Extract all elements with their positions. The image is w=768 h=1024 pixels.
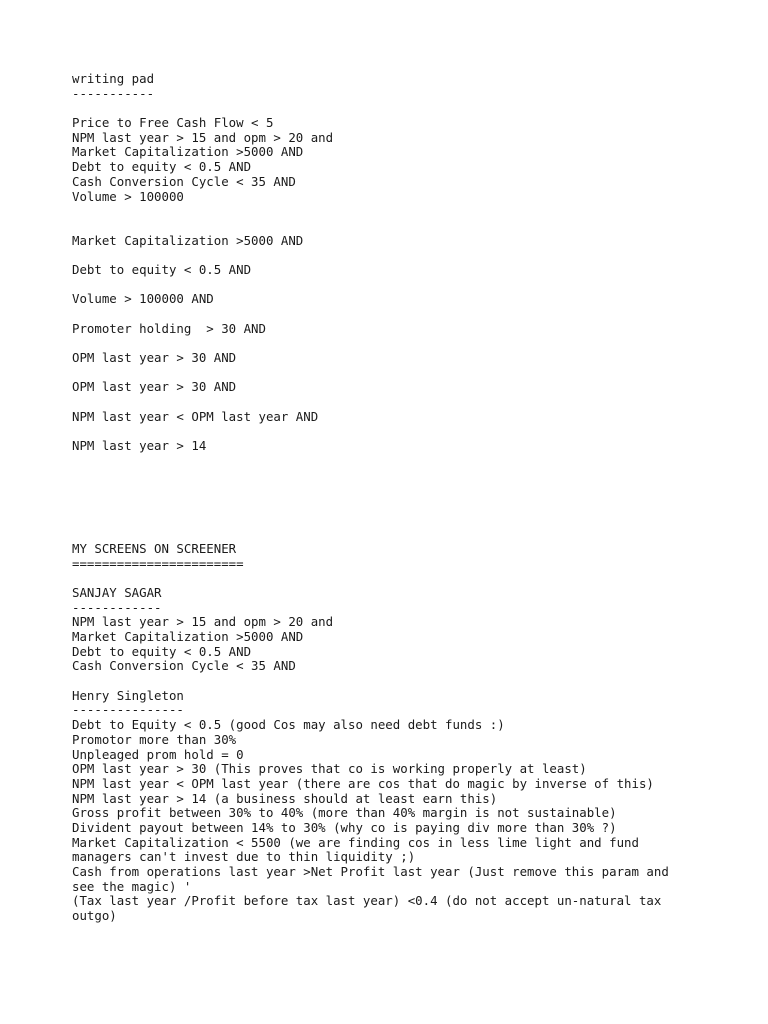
text-line: Gross profit between 30% to 40% (more than 40% margin is not sustainable) (72, 805, 617, 821)
text-line: Debt to equity < 0.5 AND (72, 159, 252, 175)
spacer (72, 204, 712, 233)
document-page (72, 72, 712, 924)
section-title: MY SCREENS ON SCREENER (72, 540, 237, 556)
text-line: see the magic) ' (72, 878, 192, 894)
text-line: NPM last year > 15 and opm > 20 and (72, 614, 334, 630)
writing-pad-section (72, 72, 712, 204)
text-line: Cash from operations last year >Net Profit last year (Just remove this param and (72, 864, 669, 880)
condition-line: NPM last year > 14 (72, 438, 207, 454)
section-title: SANJAY SAGAR (72, 584, 162, 600)
henry-singleton-section (72, 689, 712, 924)
section-title: writing pad (72, 71, 155, 86)
text-line: Cash Conversion Cycle < 35 AND (72, 658, 296, 674)
spacer (72, 101, 712, 116)
text-line: Volume > 100000 (72, 188, 184, 204)
text-line: Cash Conversion Cycle < 35 AND (72, 173, 296, 189)
section-underline: ------------ (72, 599, 162, 615)
section-underline: ----------- (72, 85, 155, 101)
text-line: Debt to equity < 0.5 AND (72, 643, 252, 659)
section-title: Henry Singleton (72, 687, 184, 703)
text-line: outgo) (72, 908, 117, 924)
text-line: Market Capitalization >5000 AND (72, 144, 304, 160)
text-line: NPM last year < OPM last year (there are cos that do magic by inverse of this) (72, 775, 654, 791)
text-line: Price to Free Cash Flow < 5 (72, 115, 274, 131)
conditions-section (72, 234, 712, 454)
condition-line: OPM last year > 30 AND (72, 350, 237, 366)
condition-line: Debt to equity < 0.5 AND (72, 261, 252, 277)
condition-line: Market Capitalization >5000 AND (72, 232, 304, 248)
text-line: NPM last year > 15 and opm > 20 and (72, 129, 334, 145)
text-line: Unpleaged prom hold = 0 (72, 746, 244, 762)
text-line: OPM last year > 30 (This proves that co is working properly at least) (72, 761, 587, 777)
text-line: Promotor more than 30% (72, 731, 237, 747)
text-line: managers can't invest due to thin liquidity ;) (72, 849, 416, 865)
sanjay-sagar-section (72, 586, 712, 689)
text-line: Market Capitalization < 5500 (we are finding cos in less lime light and fund (72, 834, 639, 850)
condition-line: Volume > 100000 AND (72, 291, 214, 307)
condition-line: Promoter holding > 30 AND (72, 320, 266, 336)
my-screens-section (72, 542, 712, 586)
section-underline: ======================= (72, 555, 244, 571)
text-line: Divident payout between 14% to 30% (why co is paying div more than 30% ?) (72, 819, 617, 835)
spacer (72, 674, 712, 689)
text-line: NPM last year > 14 (a business should at least earn this) (72, 790, 498, 806)
text-line: Debt to Equity < 0.5 (good Cos may also need debt funds :) (72, 717, 505, 733)
spacer (72, 571, 712, 586)
condition-line: NPM last year < OPM last year AND (72, 408, 319, 424)
text-line: Market Capitalization >5000 AND (72, 629, 304, 645)
section-underline: --------------- (72, 702, 184, 718)
text-line: (Tax last year /Profit before tax last year) <0.4 (do not accept un-natural tax (72, 893, 662, 909)
condition-line: OPM last year > 30 AND (72, 379, 237, 395)
spacer (72, 454, 712, 542)
